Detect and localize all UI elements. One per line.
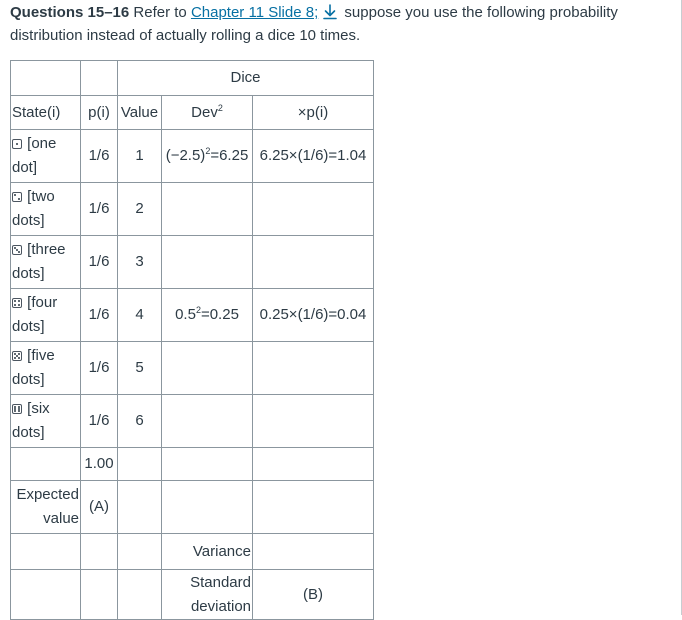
xp-cell: 0.25×(1/6)=0.04 <box>253 289 374 342</box>
variance-label: Variance <box>162 534 253 570</box>
die-five-icon <box>12 351 22 361</box>
question-heading: Questions 15–16 <box>10 4 130 21</box>
table-header-group-row <box>11 61 374 96</box>
table-cell <box>253 481 374 534</box>
dev-cell <box>162 342 253 395</box>
download-icon[interactable] <box>322 4 338 20</box>
table-cell <box>81 534 118 570</box>
table-row <box>11 236 374 289</box>
variance-row <box>11 534 374 570</box>
xp-cell <box>253 183 374 236</box>
p-cell: 1/6 <box>81 342 118 395</box>
question-text-before-link: Refer to <box>129 4 191 21</box>
value-cell: 1 <box>118 130 162 183</box>
value-cell: 3 <box>118 236 162 289</box>
xp-cell <box>253 236 374 289</box>
p-cell: 1/6 <box>81 236 118 289</box>
standard-deviation-label: Standard deviation <box>162 570 253 620</box>
state-cell: [six dots] <box>11 395 81 448</box>
value-cell: 6 <box>118 395 162 448</box>
p-cell: 1/6 <box>81 183 118 236</box>
xp-cell <box>253 342 374 395</box>
question-text-after-link: suppose you use the following probability distribution instead of actually rolling a dice 10 times. <box>10 4 618 44</box>
dev-cell <box>162 236 253 289</box>
table-row <box>11 289 374 342</box>
value-cell: 2 <box>118 183 162 236</box>
table-row <box>11 395 374 448</box>
table-cell <box>162 481 253 534</box>
state-cell: [two dots] <box>11 183 81 236</box>
dev-cell: $(-2.5)^2=6.25$ <box>162 130 253 183</box>
table-header-row <box>11 96 374 130</box>
state-header: State(i) <box>11 96 81 130</box>
table-row <box>11 130 374 183</box>
die-four-icon <box>12 298 22 308</box>
die-six-icon <box>12 404 22 414</box>
die-two-icon <box>12 192 22 202</box>
table-cell <box>118 570 162 620</box>
state-cell: [four dots] <box>11 289 81 342</box>
table-cell <box>253 448 374 481</box>
table-cell <box>118 534 162 570</box>
dev-cell <box>162 395 253 448</box>
table-cell <box>162 448 253 481</box>
sum-p-cell: 1.00 <box>81 448 118 481</box>
variance-cell <box>253 534 374 570</box>
p-cell: 1/6 <box>81 395 118 448</box>
chapter-slide-link[interactable]: Chapter 11 Slide 8; <box>190 4 319 21</box>
value-cell: 5 <box>118 342 162 395</box>
value-cell: 4 <box>118 289 162 342</box>
table-cell <box>118 448 162 481</box>
expected-value-cell: (A) <box>81 481 118 534</box>
table-cell <box>118 481 162 534</box>
table-cell <box>81 570 118 620</box>
probability-table <box>10 60 374 620</box>
table-cell <box>81 61 118 96</box>
p-cell: 1/6 <box>81 289 118 342</box>
table-cell <box>11 570 81 620</box>
xp-cell: 6.25×(1/6)=1.04 <box>253 130 374 183</box>
state-cell: [three dots] <box>11 236 81 289</box>
table-row <box>11 342 374 395</box>
sum-row <box>11 448 374 481</box>
expected-value-row <box>11 481 374 534</box>
p-cell: 1/6 <box>81 130 118 183</box>
question-text <box>10 1 670 47</box>
expected-value-label: Expected value <box>11 481 81 534</box>
dev-cell: $0.5^2=0.25$ <box>162 289 253 342</box>
dice-group-header: Dice <box>118 61 374 96</box>
table-cell <box>11 448 81 481</box>
value-header: Value <box>118 96 162 130</box>
xp-header: ×p(i) <box>253 96 374 130</box>
dev-cell <box>162 183 253 236</box>
die-three-icon <box>12 245 22 255</box>
die-one-icon <box>12 139 22 149</box>
standard-deviation-cell: (B) <box>253 570 374 620</box>
table-cell <box>11 534 81 570</box>
state-cell: [five dots] <box>11 342 81 395</box>
standard-deviation-row <box>11 570 374 620</box>
xp-cell <box>253 395 374 448</box>
state-cell: [one dot] <box>11 130 81 183</box>
p-header: p(i) <box>81 96 118 130</box>
dev-header: Dev$^2$ <box>162 96 253 130</box>
table-cell <box>11 61 81 96</box>
table-row <box>11 183 374 236</box>
